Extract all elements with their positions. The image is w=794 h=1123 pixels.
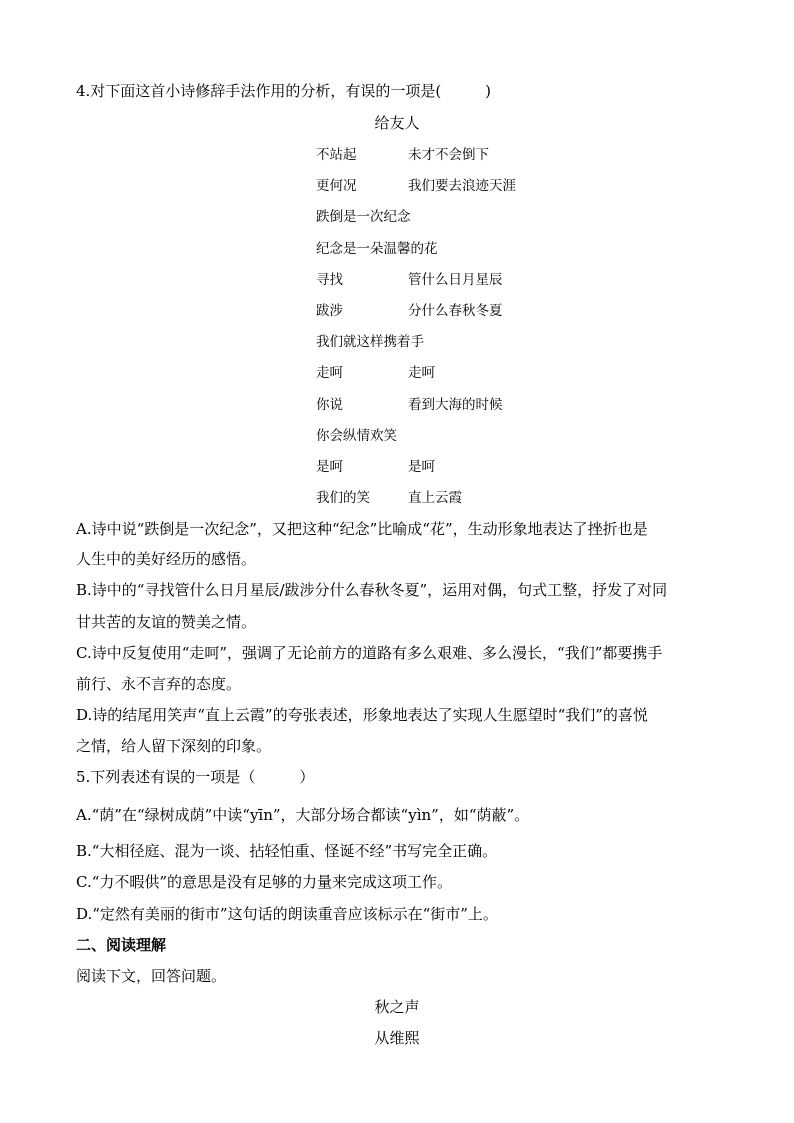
- section-heading: 二、阅读理解: [76, 936, 167, 954]
- article-title: 秋之声: [374, 998, 420, 1016]
- option-d-line-1: D.诗的结尾用笑声“直上云霞”的夸张表述，形象地表达了实现人生愿望时“我们”的喜悦: [76, 706, 648, 724]
- poem-line-part-1: 跌倒是一次纪念: [316, 209, 411, 226]
- poem-line-part-2: 直上云霞: [408, 490, 462, 507]
- poem-line-part-1: 你会纵情欢笑: [316, 427, 397, 444]
- poem-line: [316, 176, 516, 196]
- poem-line-part-1: 不站起: [316, 147, 357, 163]
- poem-line-part-1: 走呵: [316, 365, 343, 382]
- poem-line-part-1: 纪念是一朵温馨的花: [316, 240, 438, 257]
- poem-line-part-2: 走呵: [408, 365, 435, 382]
- q5-option-d: D.“定然有美丽的街市”这句话的朗读重音应该标示在“街市”上。: [76, 905, 498, 923]
- poem-line-part-2: 未才不会倒下: [408, 147, 489, 163]
- poem-line-part-2: 看到大海的时候: [408, 396, 503, 413]
- q5-option-a: A.“荫”在“绿树成荫”中读“yīn”，大部分场合都读“yìn”，如“荫蔽”。: [76, 806, 530, 824]
- option-a-line-1: A.诗中说“跌倒是一次纪念”，又把这种“纪念”比喻成“花”，生动形象地表达了挫折也是: [76, 520, 648, 538]
- option-c-line-1: C.诗中反复使用“走呵”，强调了无论前方的道路有多么艰难、多么漫长，“我们”都要携手: [76, 644, 663, 662]
- q5-option-b: B.“大相径庭、混为一谈、拈轻怕重、怪诞不经”书写完全正确。: [76, 842, 498, 860]
- option-a-line-2: 人生中的美好经历的感悟。: [76, 550, 257, 568]
- poem-line: [316, 145, 489, 165]
- reading-instruction: 阅读下文，回答问题。: [76, 967, 227, 985]
- poem-line: [316, 332, 424, 352]
- question-5-stem: 5.下列表述有误的一项是（ ）: [76, 768, 315, 786]
- poem-line: [316, 426, 397, 446]
- poem-line-part-1: 是呵: [316, 459, 343, 475]
- poem-line-part-2: 管什么日月星辰: [408, 271, 503, 288]
- poem-line-part-1: 跋涉: [316, 303, 343, 319]
- option-b-line-2: 甘共苦的友谊的赞美之情。: [76, 613, 257, 631]
- option-d-line-2: 之情，给人留下深刻的印象。: [76, 737, 272, 755]
- q5-option-c: C.“力不暇供”的意思是没有足够的力量来完成这项工作。: [76, 873, 453, 891]
- poem-line: [316, 301, 503, 321]
- poem-line: [316, 207, 411, 227]
- poem-line-part-1: 更何况: [316, 178, 357, 195]
- poem-line-part-1: 我们的笑: [316, 490, 370, 507]
- poem-line-part-1: 我们就这样携着手: [316, 334, 424, 351]
- question-4-stem: 4.对下面这首小诗修辞手法作用的分析，有误的一项是( ): [76, 82, 492, 100]
- article-author: 从维熙: [374, 1029, 420, 1047]
- poem-line: [316, 457, 435, 477]
- option-c-line-2: 前行、永不言弃的态度。: [76, 675, 242, 693]
- poem-line: [316, 395, 503, 415]
- poem-line-part-1: 寻找: [316, 271, 343, 288]
- poem-title: 给友人: [374, 114, 420, 132]
- poem-line: [316, 239, 438, 259]
- poem-line: [316, 363, 435, 383]
- poem-line-part-2: 我们要去浪迹天涯: [408, 178, 516, 195]
- poem-line: [316, 488, 462, 508]
- poem-line: [316, 270, 503, 290]
- poem-line-part-1: 你说: [316, 396, 343, 413]
- poem-line-part-2: 是呵: [408, 459, 435, 475]
- poem-line-part-2: 分什么春秋冬夏: [408, 303, 503, 319]
- option-b-line-1: B.诗中的“寻找管什么日月星辰/跋涉分什么春秋冬夏”，运用对偶，句式工整，抒发了对同: [76, 581, 668, 599]
